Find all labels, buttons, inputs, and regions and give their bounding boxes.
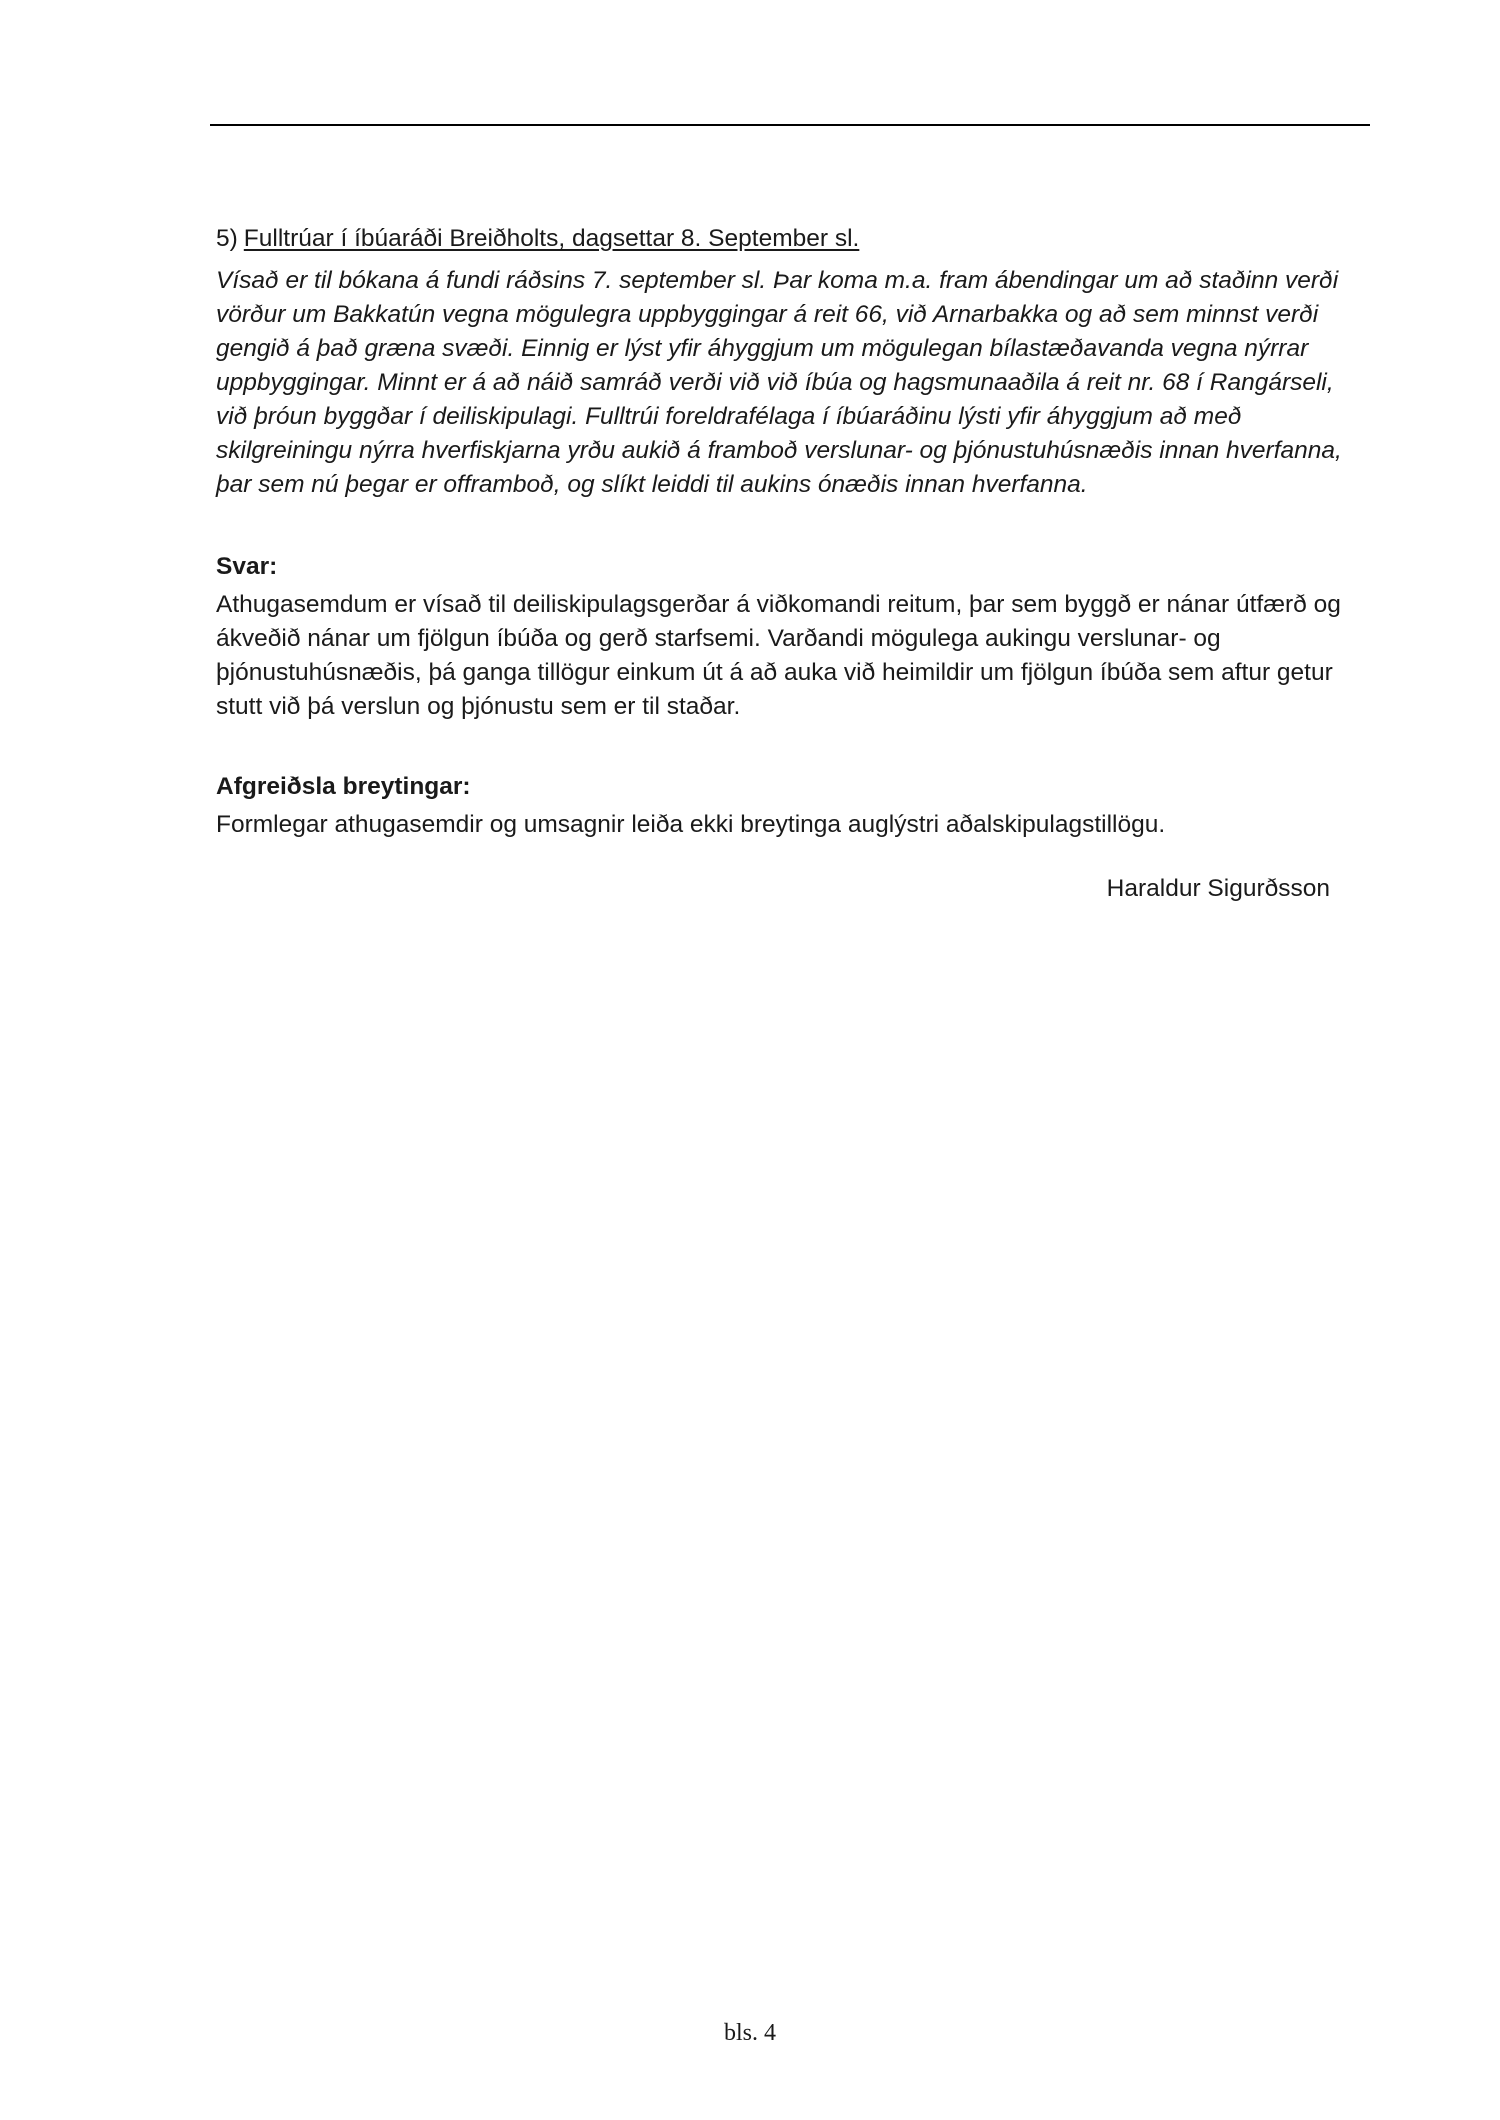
answer-heading: Svar: — [216, 553, 278, 580]
item-number: 5) — [216, 225, 238, 252]
page-number: bls. 4 — [723, 2020, 776, 2046]
item-heading — [216, 222, 1366, 256]
decision-heading: Afgreiðsla breytingar: — [216, 773, 471, 800]
document-body — [216, 222, 1366, 906]
signature: Haraldur Sigurðsson — [1106, 875, 1330, 902]
header-rule — [210, 124, 1370, 126]
answer-text: Athugasemdum er vísað til deiliskipulagsgerðar á viðkomandi reitum, þar sem byggð er nánar útfærð og ákveðið nánar um fjölgun íbúða og gerð starfsemi. Varðandi mögulega aukingu verslunar- og þjónustuhúsnæðis, þá ganga tillögur einkum út á að auka við heimildir um fjölgun íbúða sem aftur getur stutt við þá verslun og þjónustu sem er til staðar. — [216, 591, 1341, 720]
decision-text: Formlegar athugasemdir og umsagnir leiða ekki breytinga auglýstri aðalskipulagstillögu. — [216, 811, 1166, 838]
item-title: Fulltrúar í íbúaráði Breiðholts, dagsettar 8. September sl. — [243, 225, 860, 252]
item-comment: Vísað er til bókana á fundi ráðsins 7. september sl. Þar koma m.a. fram ábendingar um að staðinn verði vörður um Bakkatún vegna mögulegra uppbyggingar á reit 66, við Arnarbakka og að sem minnst verði gengið á það græna svæði. Einnig er lýst yfir áhyggjum um mögulegan bílastæðavanda vegna nýrrar uppbyggingar. Minnt er á að náið samráð verði við við íbúa og hagsmunaaðila á reit nr. 68 í Rangárseli, við þróun byggðar í deiliskipulagi. Fulltrúi foreldrafélaga í íbúaráðinu lýsti yfir áhyggjum að með skilgreiningu nýrra hverfiskjarna yrðu aukið á framboð verslunar- og þjónustuhúsnæðis innan hverfanna, þar sem nú þegar er offramboð, og slíkt leiddi til aukins ónæðis innan hverfanna. — [216, 267, 1342, 498]
